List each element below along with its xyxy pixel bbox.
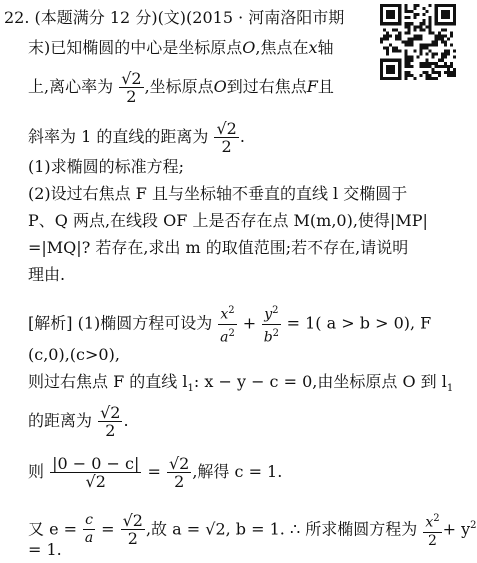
frac-denominator: √2 (85, 472, 106, 491)
solution-text: + y (442, 519, 471, 539)
solution-text: . (123, 411, 129, 430)
fraction-sqrt2-over-2 (119, 70, 143, 105)
fraction-sqrt2-over-2 (98, 404, 122, 439)
var-O: O (213, 77, 227, 96)
fraction-x2-over-2 (423, 510, 441, 550)
question-2-line-3: =|MQ|? 若存在,求出 m 的取值范围;若不存在,请说明 (28, 238, 409, 257)
fraction-y2-over-b2 (262, 302, 280, 346)
solution-text: : x − y − c = 0,由坐标原点 O 到 l (193, 372, 447, 391)
question-2-line-1: (2)设过右焦点 F 且与坐标轴不垂直的直线 l 交椭圆于 (28, 184, 408, 203)
solution-text: = 1( a > b > 0), F (286, 313, 432, 333)
qr-code-icon (380, 4, 456, 80)
solution-line-6 (28, 510, 477, 550)
solution-text: 的距离为 (28, 411, 93, 430)
solution-tag: [解析] (28, 313, 73, 333)
exponent: 2 (433, 513, 440, 524)
operator: = (147, 462, 161, 481)
frac-numerator: √2 (216, 119, 237, 138)
var-O: O (242, 38, 256, 57)
question-1: (1)求椭圆的标准方程; (28, 157, 185, 176)
problem-number: 22. (4, 8, 30, 27)
solution-text: 则 (28, 462, 45, 481)
var-x: x (220, 306, 229, 323)
solution-text: (1)椭圆方程可设为 (77, 313, 213, 333)
question-2-line-2: P、Q 两点,在线段 OF 上是否存在点 M(m,0),使得|MP| (28, 211, 428, 230)
frac-numerator: √2 (168, 454, 190, 473)
exponent: 2 (272, 327, 280, 339)
problem-line-3 (28, 70, 334, 105)
exponent: 2 (228, 327, 235, 339)
solution-line-3 (28, 372, 453, 399)
problem-text: 上,离心率为 (28, 77, 114, 96)
problem-text: 末)已知椭圆的中心是坐标原点 (28, 38, 243, 57)
solution-text: ,故 a = √2, b = 1. ∴ 所求椭圆方程为 (145, 519, 418, 539)
solution-text: 又 e = (28, 519, 78, 539)
frac-denominator: 2 (105, 421, 116, 440)
subscript: 1 (187, 383, 194, 395)
question-2-line-4: 理由. (28, 265, 66, 284)
fraction-sqrt2-over-2 (167, 455, 191, 490)
frac-denominator: 2 (428, 532, 437, 549)
operator: = (101, 519, 115, 539)
var-x: x (425, 514, 434, 531)
problem-text: 斜率为 1 的直线的距离为 (28, 127, 209, 146)
frac-numerator: √2 (122, 511, 143, 531)
frac-numerator: √2 (100, 403, 121, 422)
frac-numerator: |0 − 0 − c| (52, 454, 140, 473)
fraction-sqrt2-over-2 (214, 120, 238, 155)
problem-text: 到过右焦点 (226, 77, 307, 96)
problem-text: 轴 (317, 38, 334, 57)
problem-text: ,焦点在 (255, 38, 309, 57)
fraction-x2-over-a2 (218, 302, 236, 346)
exponent: 2 (272, 305, 279, 316)
solution-line-2: (c,0),(c>0), (28, 345, 120, 364)
frac-denominator: 2 (127, 529, 138, 549)
var-y: y (264, 306, 273, 323)
exponent: 2 (470, 520, 477, 531)
var-b: b (263, 329, 273, 346)
solution-line-4 (28, 404, 129, 439)
solution-line-5 (28, 455, 282, 490)
frac-denominator: 2 (174, 472, 185, 491)
frac-numerator: √2 (121, 69, 142, 88)
fraction-distance (50, 455, 141, 490)
exponent: 2 (228, 305, 235, 316)
problem-line-2 (28, 38, 334, 58)
var-c: c (85, 512, 93, 529)
var-a: a (84, 530, 94, 547)
problem-line-4 (28, 120, 245, 155)
frac-denominator: 2 (221, 137, 232, 156)
operator: + (242, 313, 257, 333)
var-F: F (306, 77, 318, 96)
solution-text: 则过右焦点 F 的直线 l (28, 372, 188, 391)
frac-denominator: 2 (126, 87, 137, 106)
problem-text: ,坐标原点 (144, 77, 214, 96)
solution-text: ,解得 c = 1. (192, 462, 283, 481)
solution-line-7: = 1. (28, 540, 62, 559)
var-a: a (220, 329, 229, 346)
problem-text: . (239, 127, 245, 146)
problem-line-1 (4, 8, 344, 28)
var-x: x (308, 38, 318, 57)
subscript: 1 (446, 383, 454, 395)
solution-line-1 (28, 302, 431, 346)
fraction-sqrt2-over-2 (121, 512, 145, 547)
problem-header: (本题满分 12 分)(文)(2015 · 河南洛阳市期 (34, 8, 345, 27)
fraction-c-over-a (83, 512, 95, 547)
problem-text: 且 (317, 77, 334, 96)
